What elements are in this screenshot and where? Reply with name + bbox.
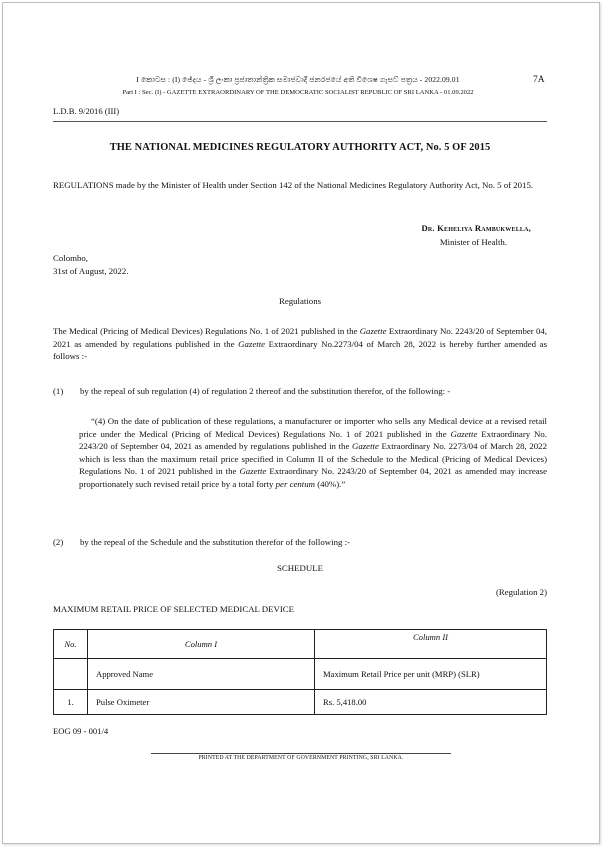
gazette-page: [2, 2, 600, 844]
intro-paragraph: REGULATIONS made by the Minister of Health under Section 142 of the National Medicines Regulatory Authority Act, No. 5 of 2015.: [53, 180, 534, 190]
device-name: Pulse Oximeter: [88, 690, 315, 715]
table-subheader-row: [54, 659, 547, 690]
sinhala-header-line: I කොටස : (I) ඡේදය - ශ්‍රී ලංකා ප්‍රජාතාන්ත්‍රික සමාජවාදී ජනරජයේ අති විශෙෂ ගැසට් පත්‍රය - 2022.09.01: [136, 75, 460, 84]
row-number: 1.: [54, 690, 88, 715]
table-row: [54, 690, 547, 715]
place: Colombo,: [53, 253, 88, 263]
item-text: by the repeal of the Schedule and the substitution therefor of the following :-: [80, 537, 350, 547]
reference-number: L.D.B. 9/2016 (III): [53, 106, 120, 116]
act-title: THE NATIONAL MEDICINES REGULATORY AUTHORITY ACT, No. 5 OF 2015: [109, 142, 491, 153]
header-rule: [53, 121, 547, 122]
schedule-heading: SCHEDULE: [277, 563, 323, 573]
regulation-reference: (Regulation 2): [495, 587, 547, 597]
approved-name-header: Approved Name: [88, 659, 315, 690]
printer-line: PRINTED AT THE DEPARTMENT OF GOVERNMENT PRINTING, SRI LANKA.: [198, 755, 404, 761]
signatory-role: Minister of Health.: [439, 237, 507, 247]
col-no-header: No.: [54, 630, 88, 659]
regulations-heading: Regulations: [278, 296, 322, 306]
signatory-prefix: Dr.: [421, 223, 435, 233]
col-1-header: Column I: [88, 630, 315, 659]
english-header-line: Part I : Sec. (I) - GAZETTE EXTRAORDINARY OF THE DEMOCRATIC SOCIALIST REPUBLIC OF SRI LANKA - 01.09.2022: [122, 89, 474, 96]
schedule-table: [53, 629, 547, 715]
col-2-header: Column II: [315, 630, 547, 659]
page-number: 7A: [533, 75, 545, 85]
substituted-regulation-quote: “(4) On the date of publication of these regulations, a manufacturer or importer who sells any Medical device at a revised retail price under the Medical (Pricing of Medical Devices) Regulations No. 1 of 2021 published in the Gazette Extraordinary No. 2243/20 of September 04, 2021 as amended by regulations published in the Gazette Extraordinary No. 2273/04 of March 28, 2022 which is less than the maximum retail price specified in Column II of the Schedule to the Medical (Pricing of Medical Devices) Regulations No. 1 of 2021 published in the Gazette Extraordinary No. 2243/20 of September 04, 2021 as amended may increase proportionately such revised retail price by a total forty per centum (40%).”: [79, 416, 548, 489]
place-and-date: [53, 252, 129, 278]
schedule-table-title: MAXIMUM RETAIL PRICE OF SELECTED MEDICAL DEVICE: [53, 604, 295, 614]
date: 31st of August, 2022.: [53, 266, 129, 276]
footer-rule: [151, 753, 451, 754]
empty-cell: [54, 659, 88, 690]
footer-code: EOG 09 - 001/4: [53, 726, 109, 736]
signatory-full-name: Keheliya Rambukwella,: [437, 223, 531, 233]
amendment-paragraph: The Medical (Pricing of Medical Devices) Regulations No. 1 of 2021 published in the Gazette Extraordinary No. 2243/20 of September 04, 2021 as amended by regulations published in the Gazette Extraordinary No.2273/04 of March 28, 2022 is hereby further amended as follows :-: [53, 326, 547, 362]
mrp-header: Maximum Retail Price per unit (MRP) (SLR): [315, 659, 547, 690]
item-number: (1): [53, 386, 64, 396]
item-text: by the repeal of sub regulation (4) of regulation 2 thereof and the substitution therefor, of the following: -: [80, 386, 451, 396]
item-number: (2): [53, 537, 64, 547]
device-price: Rs. 5,418.00: [315, 690, 547, 715]
table-header-row: [54, 630, 547, 659]
signatory-name: [303, 223, 531, 233]
